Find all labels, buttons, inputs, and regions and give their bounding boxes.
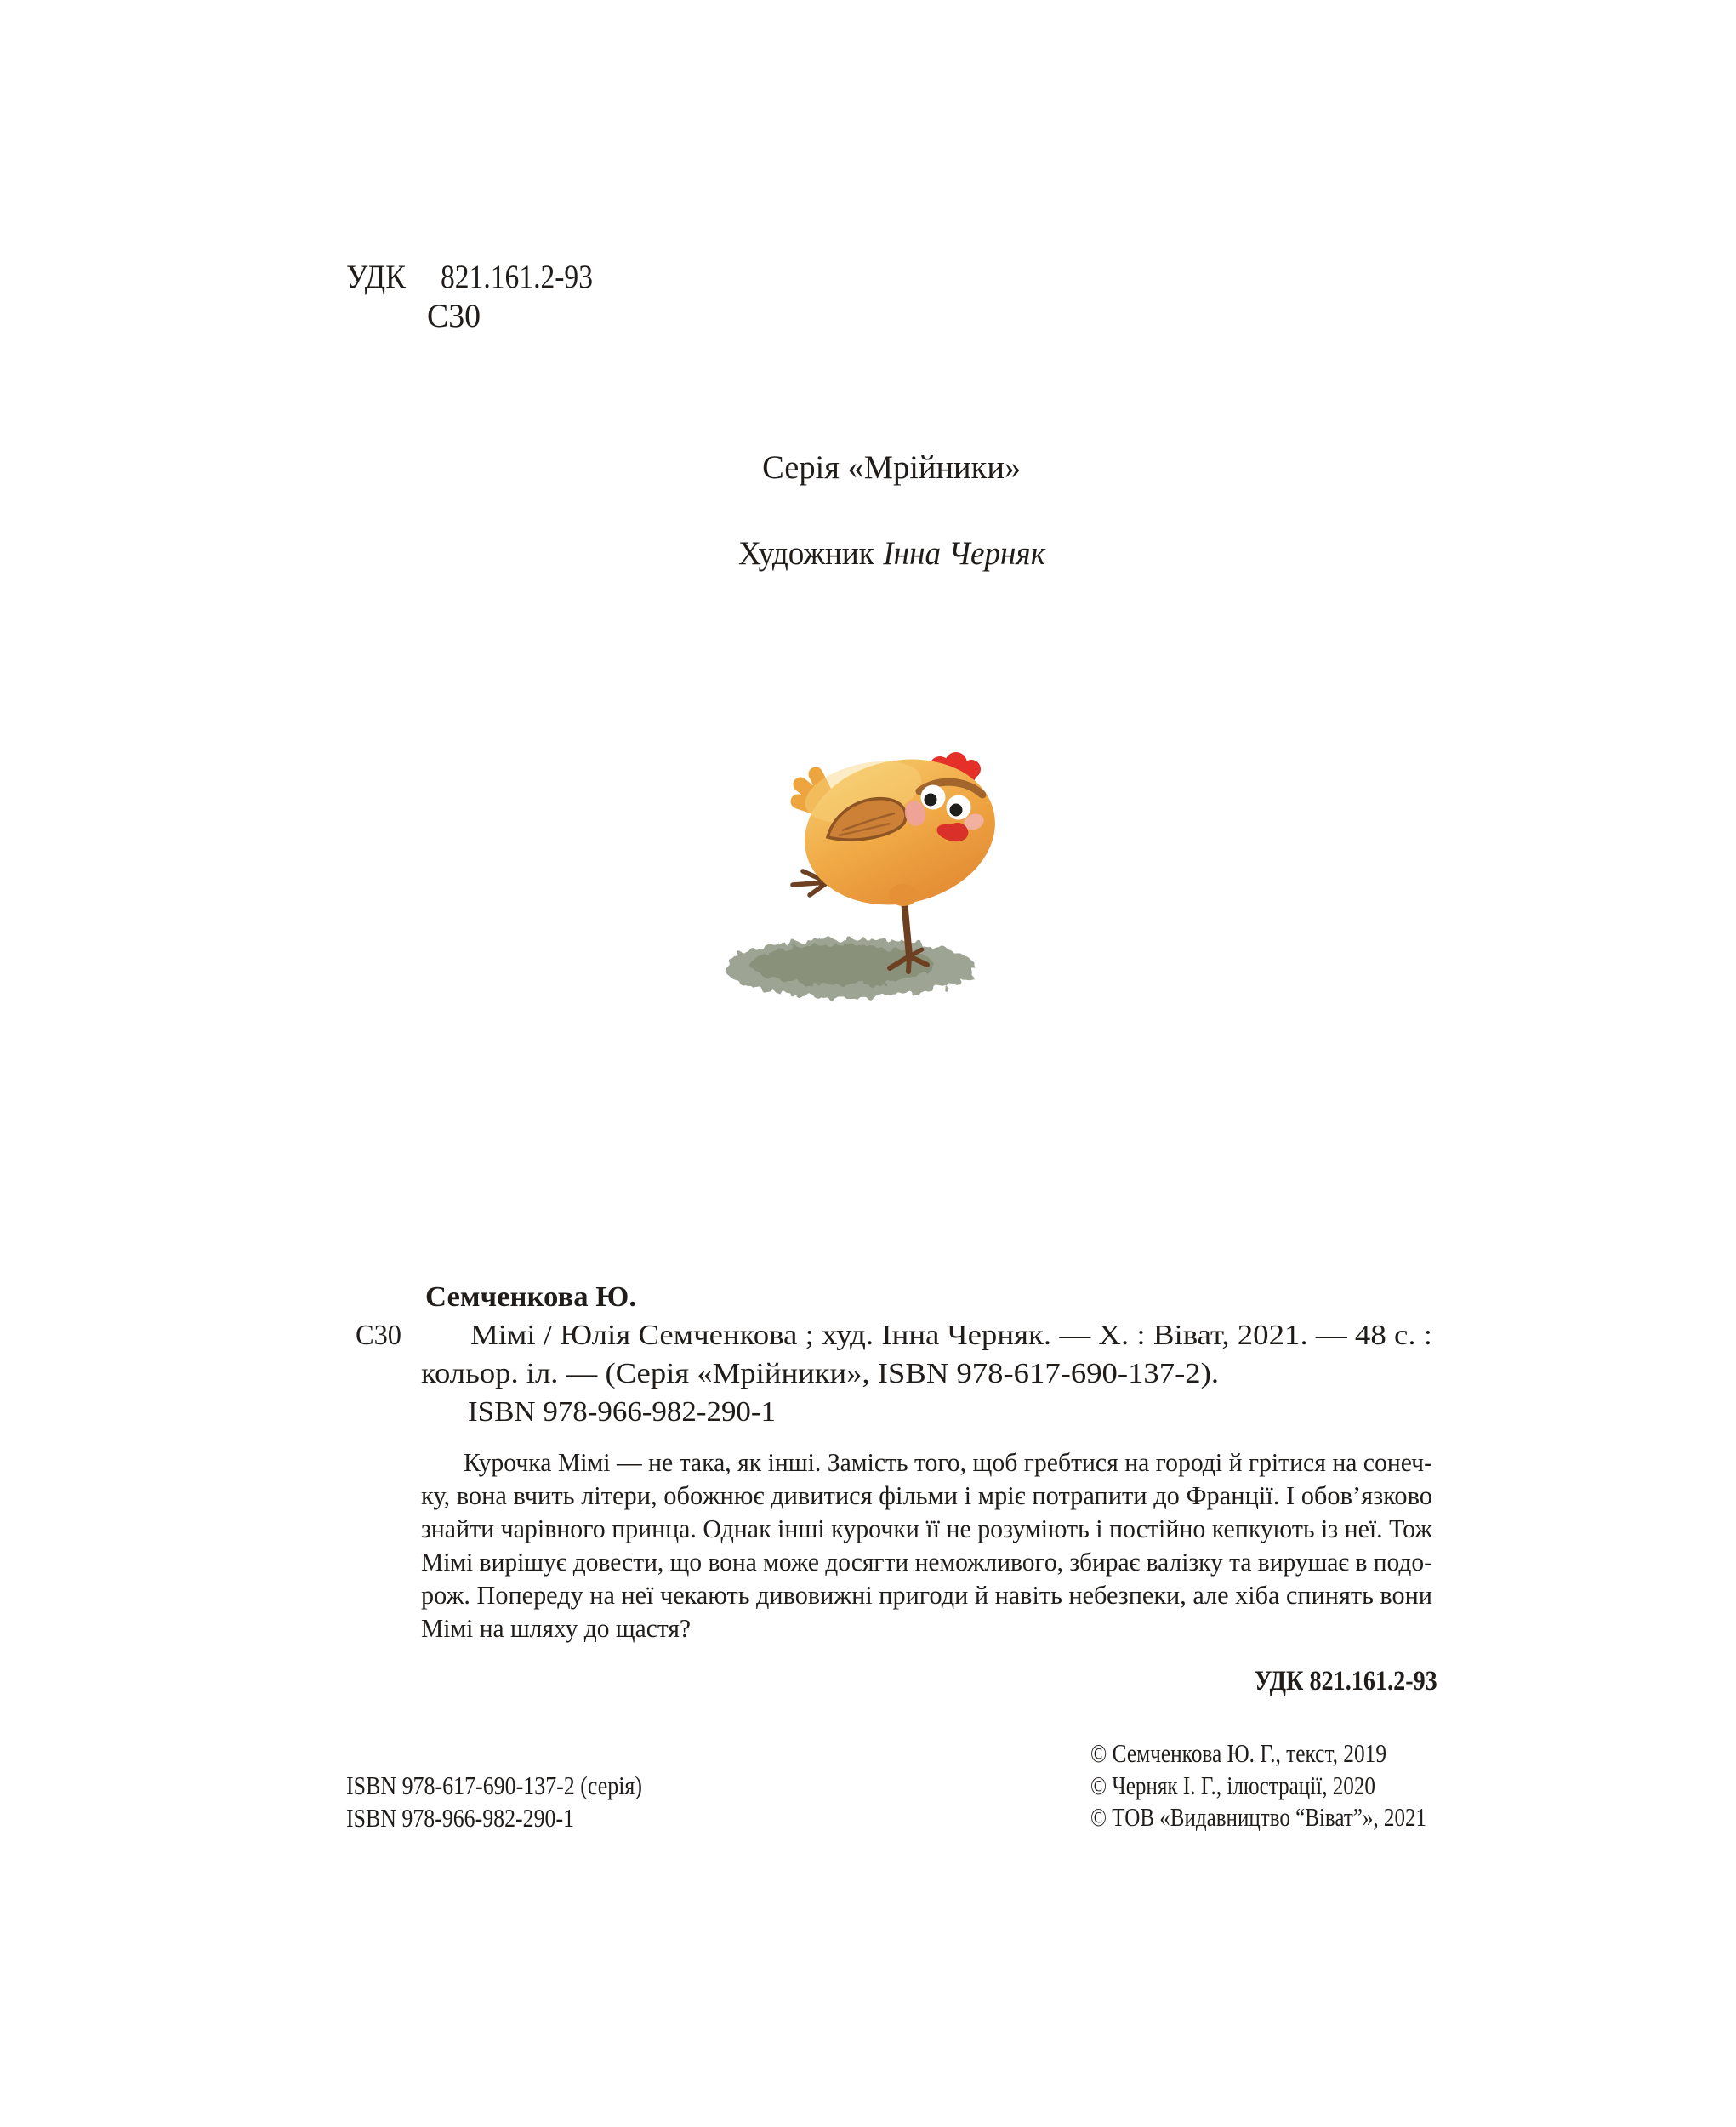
annotation-line: ку, вона вчить літери, обожнює дивитися фільми і мріє потрапити до Франції. І обов’язково — [421, 1480, 1432, 1510]
udc-bottom-wrap — [346, 1664, 1437, 1698]
udc-top-line — [346, 258, 618, 297]
footer-isbn-column — [346, 1770, 700, 1833]
annotation-line: знайти чарівного принца. Однак інші курочки її не розуміють і постійно кепкують із неї. Тож — [421, 1514, 1432, 1543]
copyright-illustrations: © Черняк І. Г., ілюстрації, 2020 — [1090, 1770, 1375, 1800]
card-author-code: С30 — [356, 1320, 401, 1351]
artist-label: Художник — [737, 535, 874, 572]
annotation-paragraph — [421, 1446, 1442, 1645]
artist-line-wrap — [346, 534, 1437, 573]
artist-name: Інна Черняк — [883, 535, 1045, 572]
footer-copyright-column — [1090, 1737, 1506, 1833]
udc-top-block — [346, 258, 618, 336]
annotation-line: Мімі на шляху до щастя? — [421, 1613, 691, 1643]
card-line: кольор. іл. — (Серія «Мрійники», ISBN 978-617-690-137-2). — [421, 1358, 1219, 1389]
isbn-series: ISBN 978-617-690-137-2 (серія) — [346, 1771, 642, 1800]
chicken-shadow — [725, 938, 976, 998]
udc-author-code-line — [346, 297, 618, 336]
series-line-wrap — [346, 448, 1437, 488]
artist-line — [738, 534, 1045, 573]
annotation-line: Курочка Мімі — не така, як інші. Замість того, щоб гребтися на городі й грітися на сонеч- — [464, 1447, 1432, 1477]
udc-label: УДК — [346, 259, 406, 295]
udc-number: 821.161.2-93 — [441, 259, 594, 295]
isbn-book: ISBN 978-966-982-290-1 — [346, 1802, 574, 1833]
series-line: Серія «Мрійники» — [762, 449, 1022, 486]
annotation-line: Мімі вирішує довести, що вона може досягти неможливого, збирає валізку та вирушає в подо- — [421, 1547, 1432, 1577]
chicken-pupil-right — [950, 804, 963, 817]
chicken-illustration — [714, 745, 1008, 1018]
card-line: Мімі / Юлія Семченкова ; худ. Інна Черняк. — Х. : Віват, 2021. — 48 с. : — [470, 1320, 1432, 1351]
annotation-line: рож. Попереду на неї чекають дивовижні пригоди й навіть небезпеки, але хіба спинять вони — [421, 1580, 1432, 1610]
udc-bottom: УДК 821.161.2-93 — [1255, 1666, 1437, 1696]
card-author: Семченкова Ю. — [425, 1281, 636, 1313]
chicken-pupil-left — [925, 794, 937, 807]
copyright-publisher: © ТОВ «Видавництво “Віват”», 2021 — [1090, 1802, 1426, 1832]
author-code: С30 — [427, 298, 481, 334]
copyright-text: © Семченкова Ю. Г., текст, 2019 — [1090, 1738, 1386, 1768]
catalog-card — [421, 1278, 1476, 1431]
card-isbn: ISBN 978-966-982-290-1 — [468, 1396, 776, 1428]
